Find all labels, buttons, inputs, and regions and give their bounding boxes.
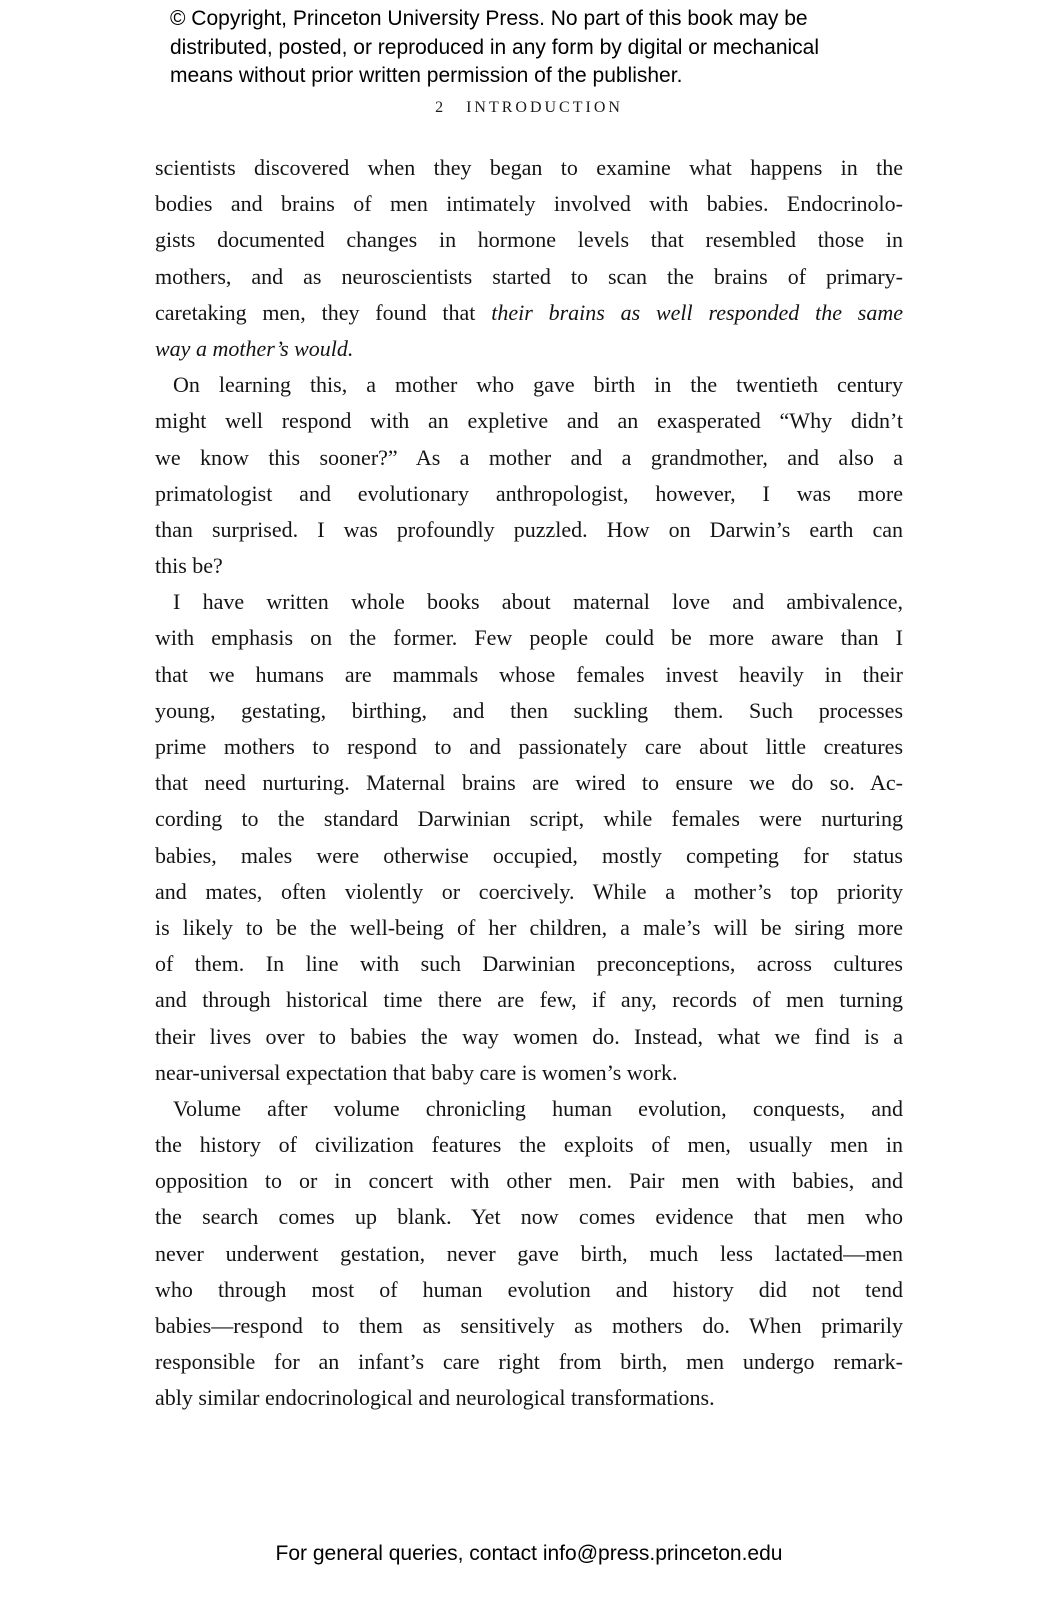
body-line: [155, 1019, 903, 1055]
italic-text: their brains as well responded the same: [491, 299, 903, 325]
copyright-line: distributed, posted, or reproduced in any form by digital or mechanical: [170, 35, 820, 59]
body-line: [155, 910, 903, 946]
text-segment: is likely to be the well-being of her children, a male’s will be siring more: [155, 914, 903, 940]
text-segment: who through most of human evolution and history did not tend: [155, 1276, 903, 1302]
body-line: [155, 1199, 903, 1235]
body-line: [155, 548, 903, 584]
paragraph: [155, 584, 903, 1091]
text-segment: might well respond with an expletive and an exasperated “Why didn’t: [155, 408, 903, 434]
text-segment: of them. In line with such Darwinian preconceptions, across cultures: [155, 951, 903, 977]
copyright-line: © Copyright, Princeton University Press. No part of this book may be: [170, 7, 808, 30]
text-segment: babies, males were otherwise occupied, mostly competing for status: [155, 842, 903, 868]
running-header: [155, 98, 903, 118]
text-segment: responsible for an infant’s care right from birth, men undergo remark-: [155, 1349, 903, 1375]
text-segment: young, gestating, birthing, and then suckling them. Such processes: [155, 697, 903, 723]
body-text: [155, 150, 903, 1417]
body-line: [155, 476, 903, 512]
body-line: [155, 838, 903, 874]
body-line: [155, 331, 903, 367]
body-line: [155, 512, 903, 548]
text-segment: cording to the standard Darwinian script, while females were nurturing: [155, 806, 903, 832]
body-line: [155, 801, 903, 837]
copyright-notice: [170, 5, 819, 91]
body-line: [155, 367, 903, 403]
paragraph: [155, 1091, 903, 1417]
text-segment: Volume after volume chronicling human evolution, conquests, and: [173, 1095, 903, 1121]
body-line: [155, 982, 903, 1018]
body-line: [155, 620, 903, 656]
body-line: [155, 1344, 903, 1380]
text-segment: their lives over to babies the way women do. Instead, what we find is a: [155, 1023, 903, 1049]
body-line: [155, 259, 903, 295]
text-segment: gists documented changes in hormone levels that resembled those in: [155, 227, 903, 253]
copyright-line: means without prior written permission of the publisher.: [170, 64, 683, 87]
body-line: [155, 1163, 903, 1199]
text-segment: the search comes up blank. Yet now comes evidence that men who: [155, 1204, 903, 1230]
text-segment: that need nurturing. Maternal brains are wired to ensure we do so. Ac-: [155, 770, 903, 796]
page-number: 2: [435, 99, 447, 116]
text-segment: I have written whole books about maternal love and ambivalence,: [173, 589, 903, 615]
text-segment: On learning this, a mother who gave birth in the twentieth century: [173, 372, 903, 398]
body-line: [155, 584, 903, 620]
body-line: [155, 765, 903, 801]
text-segment: than surprised. I was profoundly puzzled. How on Darwin’s earth can: [155, 516, 903, 542]
text-segment: never underwent gestation, never gave birth, much less lactated—men: [155, 1240, 903, 1266]
text-segment: and mates, often violently or coercively. While a mother’s top priority: [155, 878, 903, 904]
body-line: [155, 1272, 903, 1308]
italic-text: way a mother’s would.: [155, 335, 354, 361]
paragraph: [155, 367, 903, 584]
text-segment: and through historical time there are few, if any, records of men turning: [155, 987, 903, 1013]
paragraph: [155, 150, 903, 367]
footer-text: For general queries, contact info@press.princeton.edu: [275, 1542, 783, 1565]
text-segment: that we humans are mammals whose females invest heavily in their: [155, 661, 903, 687]
chapter-title: INTRODUCTION: [466, 99, 623, 116]
body-line: [155, 1308, 903, 1344]
text-segment: opposition to or in concert with other men. Pair men with babies, and: [155, 1168, 903, 1194]
body-line: [155, 657, 903, 693]
body-line: [155, 1091, 903, 1127]
body-line: [155, 946, 903, 982]
text-segment: ably similar endocrinological and neurological transformations.: [155, 1385, 715, 1411]
text-segment: mothers, and as neuroscientists started to scan the brains of primary-: [155, 263, 903, 289]
text-segment: primatologist and evolutionary anthropologist, however, I was more: [155, 480, 903, 506]
body-line: [155, 729, 903, 765]
text-segment: this be?: [155, 553, 223, 579]
text-segment: bodies and brains of men intimately involved with babies. Endocrinolo-: [155, 191, 903, 217]
body-line: [155, 874, 903, 910]
body-line: [155, 1127, 903, 1163]
body-line: [155, 295, 903, 331]
body-line: [155, 222, 903, 258]
text-segment: babies—respond to them as sensitively as mothers do. When primarily: [155, 1313, 903, 1338]
body-line: [155, 150, 903, 186]
text-segment: we know this sooner?” As a mother and a grandmother, and also a: [155, 444, 903, 470]
text-segment: scientists discovered when they began to examine what happens in the: [155, 155, 903, 180]
body-line: [155, 693, 903, 729]
body-line: [155, 1236, 903, 1272]
body-line: [155, 1380, 903, 1416]
body-line: [155, 440, 903, 476]
text-segment: prime mothers to respond to and passionately care about little creatures: [155, 734, 903, 759]
body-line: [155, 403, 903, 439]
text-segment: near-universal expectation that baby care is women’s work.: [155, 1059, 678, 1085]
text-segment: caretaking men, they found that: [155, 299, 492, 325]
body-line: [155, 1055, 903, 1091]
body-line: [155, 186, 903, 222]
text-segment: the history of civilization features the exploits of men, usually men in: [155, 1132, 903, 1158]
text-segment: with emphasis on the former. Few people could be more aware than I: [155, 625, 903, 651]
page-footer: [155, 1541, 903, 1567]
